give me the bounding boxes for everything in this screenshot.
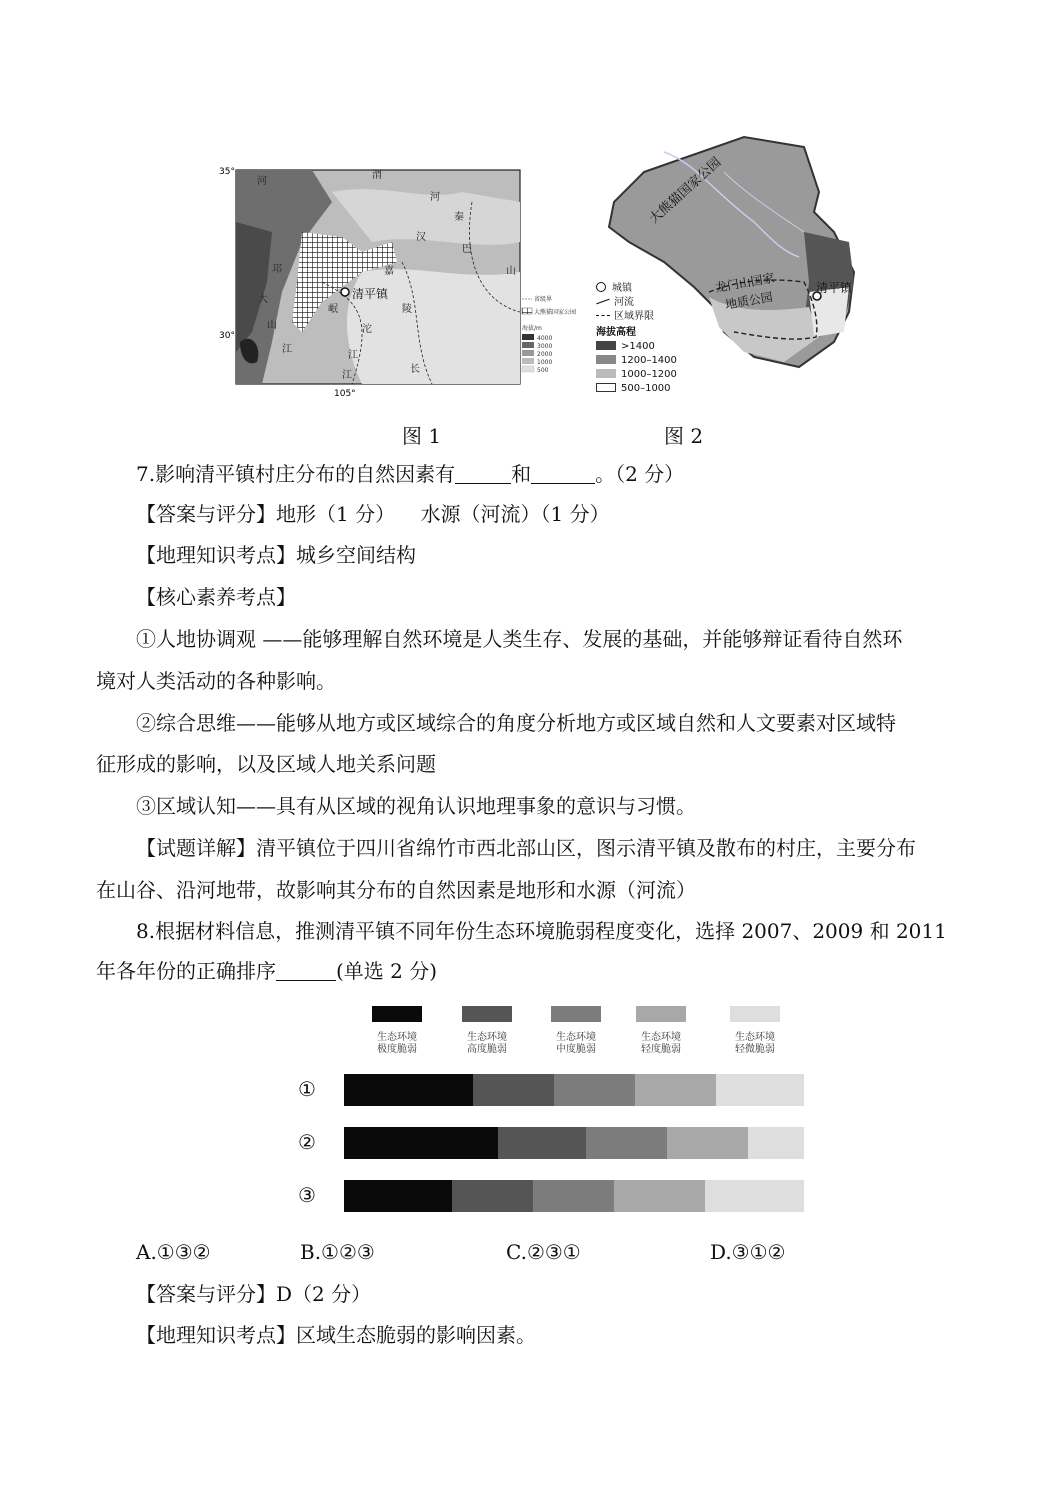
- legend-item-1: [362, 1006, 432, 1056]
- legend-text-line2: 中度脆弱: [556, 1044, 596, 1055]
- legend-park: 大熊猫国家公园: [534, 309, 577, 316]
- q8-question-line1: 8.根据材料信息，推测清平镇不同年份生态环境脆弱程度变化，选择 2007、2009 和 2011: [136, 919, 947, 943]
- legend-swatch: [636, 1006, 686, 1022]
- option-d[interactable]: D.③①②: [710, 1240, 786, 1264]
- legend-text-line2: 极度脆弱: [377, 1044, 417, 1055]
- q7-knowledge: 【地理知识考点】城乡空间结构: [136, 543, 416, 567]
- legend-elev: 500: [537, 367, 549, 374]
- q7-core3: ③区域认知——具有从区域的视角认识地理事象的意识与习惯。: [136, 794, 696, 818]
- q7-detail-line1: 【试题详解】清平镇位于四川省绵竹市西北部山区，图示清平镇及散布的村庄，主要分布: [136, 836, 916, 860]
- legend-text-line1: 生态环境: [467, 1032, 507, 1043]
- map-char: 汉: [416, 232, 426, 243]
- figure2-legend: [596, 282, 716, 396]
- legend-elev-1: >1400: [596, 340, 716, 354]
- legend-swatch: [730, 1006, 780, 1022]
- map-char: 河: [430, 192, 440, 203]
- legend-elev-title: 海拔/m: [522, 325, 542, 332]
- stacked-bar-3: [344, 1180, 804, 1212]
- bar-segment-极度脆弱: [344, 1180, 452, 1212]
- legend-boundary: 区域界限: [596, 310, 716, 324]
- bar-segment-高度脆弱: [498, 1127, 586, 1159]
- legend-elev: 2000: [537, 351, 553, 358]
- map-char: 嘉: [384, 266, 394, 277]
- q7-detail-line2: 在山谷、沿河地带，故影响其分布的自然因素是地形和水源（河流）: [96, 878, 696, 902]
- map-char: 山: [506, 266, 516, 277]
- q8-knowledge: 【地理知识考点】区域生态脆弱的影响因素。: [136, 1323, 536, 1347]
- bar-segment-中度脆弱: [586, 1127, 667, 1159]
- legend-river: 河流: [596, 296, 716, 310]
- geo-park-label-2: 地质公园: [724, 289, 774, 312]
- town-label: 清平镇: [816, 281, 853, 295]
- map-char: 河: [257, 176, 267, 187]
- legend-swatch: [551, 1006, 601, 1022]
- legend-text-line2: 高度脆弱: [467, 1044, 507, 1055]
- legend-town: 城镇: [596, 282, 716, 296]
- legend-elev-2: 1200–1400: [596, 354, 716, 368]
- bar-label-2: ②: [298, 1130, 316, 1154]
- figure1-caption: 图 1: [402, 424, 442, 448]
- q7-core1-line1: ①人地协调观 ——能够理解自然环境是人类生存、发展的基础，并能够辩证看待自然环: [136, 627, 903, 651]
- option-c[interactable]: C.②③①: [506, 1240, 581, 1264]
- legend-elev: 1000: [537, 359, 553, 366]
- map-char: 巴: [462, 244, 472, 255]
- map-char: 长: [410, 364, 420, 375]
- map-char: 邛: [272, 264, 282, 275]
- map-char: 江: [348, 350, 358, 361]
- map-char: 渭: [372, 170, 382, 181]
- q7-answer: 【答案与评分】地形（1 分） 水源（河流）（1 分）: [136, 502, 610, 526]
- map-char: 大: [258, 294, 268, 305]
- bar-segment-轻度脆弱: [667, 1127, 748, 1159]
- stacked-bar-1: [344, 1074, 804, 1106]
- map-char: 沱: [362, 324, 372, 335]
- map-char: 江: [342, 370, 352, 381]
- legend-swatch: [462, 1006, 512, 1022]
- bar-segment-极度脆弱: [344, 1127, 498, 1159]
- q7-core-title: 【核心素养考点】: [136, 585, 296, 609]
- figure1-map: [219, 162, 602, 400]
- bar-segment-高度脆弱: [452, 1180, 533, 1212]
- bar-segment-轻微脆弱: [716, 1074, 804, 1106]
- q8-question-line2: 年各年份的正确排序 (单选 2 分): [96, 959, 438, 983]
- town-label: 清平镇: [352, 287, 389, 301]
- legend-border: 省级界: [534, 296, 553, 303]
- bar-segment-轻微脆弱: [705, 1180, 804, 1212]
- q7-blank-2[interactable]: [531, 463, 595, 484]
- legend-elev-4: 500–1000: [596, 382, 716, 396]
- legend-elev-3: 1000–1200: [596, 368, 716, 382]
- q7-blank-1[interactable]: [455, 463, 511, 484]
- legend-item-4: [626, 1006, 696, 1056]
- lat-bottom: 30°: [219, 331, 235, 341]
- legend-text-line2: 轻度脆弱: [641, 1044, 681, 1055]
- legend-swatch: [372, 1006, 422, 1022]
- map-char: 秦: [454, 212, 464, 223]
- map-char: 江: [282, 344, 292, 355]
- q8-answer: 【答案与评分】D（2 分）: [136, 1282, 372, 1306]
- legend-elev: 3000: [537, 343, 553, 350]
- bar-segment-轻度脆弱: [635, 1074, 716, 1106]
- bar-segment-轻微脆弱: [748, 1127, 804, 1159]
- q7-question: 7.影响清平镇村庄分布的自然因素有 和 。（2 分）: [136, 462, 685, 486]
- option-b[interactable]: B.①②③: [300, 1240, 375, 1264]
- q7-core1-line2: 境对人类活动的各种影响。: [96, 669, 336, 693]
- legend-elev: 4000: [537, 335, 553, 342]
- legend-elev-title: 海拔高程: [596, 327, 636, 338]
- q8-blank[interactable]: [276, 960, 336, 981]
- map-char: 陵: [402, 304, 412, 315]
- geo-park-label-1: 龙门山国家: [714, 270, 776, 295]
- bar-segment-极度脆弱: [344, 1074, 473, 1106]
- map-char: 岷: [328, 304, 338, 315]
- bar-segment-中度脆弱: [554, 1074, 635, 1106]
- stacked-bar-2: [344, 1127, 804, 1159]
- legend-text-line1: 生态环境: [735, 1032, 775, 1043]
- bar-label-1: ①: [298, 1077, 316, 1101]
- legend-item-3: [541, 1006, 611, 1056]
- option-a[interactable]: A.①③②: [136, 1240, 211, 1264]
- q7-core2-line2: 征形成的影响，以及区域人地关系问题: [96, 752, 436, 776]
- park-label: 大熊猫国家公园: [646, 154, 725, 227]
- legend-text-line2: 轻微脆弱: [735, 1044, 775, 1055]
- q7-core2-line1: ②综合思维——能够从地方或区域综合的角度分析地方或区域自然和人文要素对区域特: [136, 711, 896, 735]
- bar-segment-中度脆弱: [533, 1180, 614, 1212]
- bar-label-3: ③: [298, 1183, 316, 1207]
- bar-segment-轻度脆弱: [614, 1180, 705, 1212]
- lon-bottom: 105°: [334, 389, 356, 399]
- legend-text-line1: 生态环境: [641, 1032, 681, 1043]
- legend-item-2: [452, 1006, 522, 1056]
- legend-text-line1: 生态环境: [377, 1032, 417, 1043]
- map-char: 山: [267, 320, 277, 331]
- legend-text-line1: 生态环境: [556, 1032, 596, 1043]
- bar-segment-高度脆弱: [473, 1074, 554, 1106]
- legend-item-5: [720, 1006, 790, 1056]
- figure2-caption: 图 2: [664, 424, 704, 448]
- town-marker: [341, 288, 349, 296]
- lat-top: 35°: [219, 167, 235, 177]
